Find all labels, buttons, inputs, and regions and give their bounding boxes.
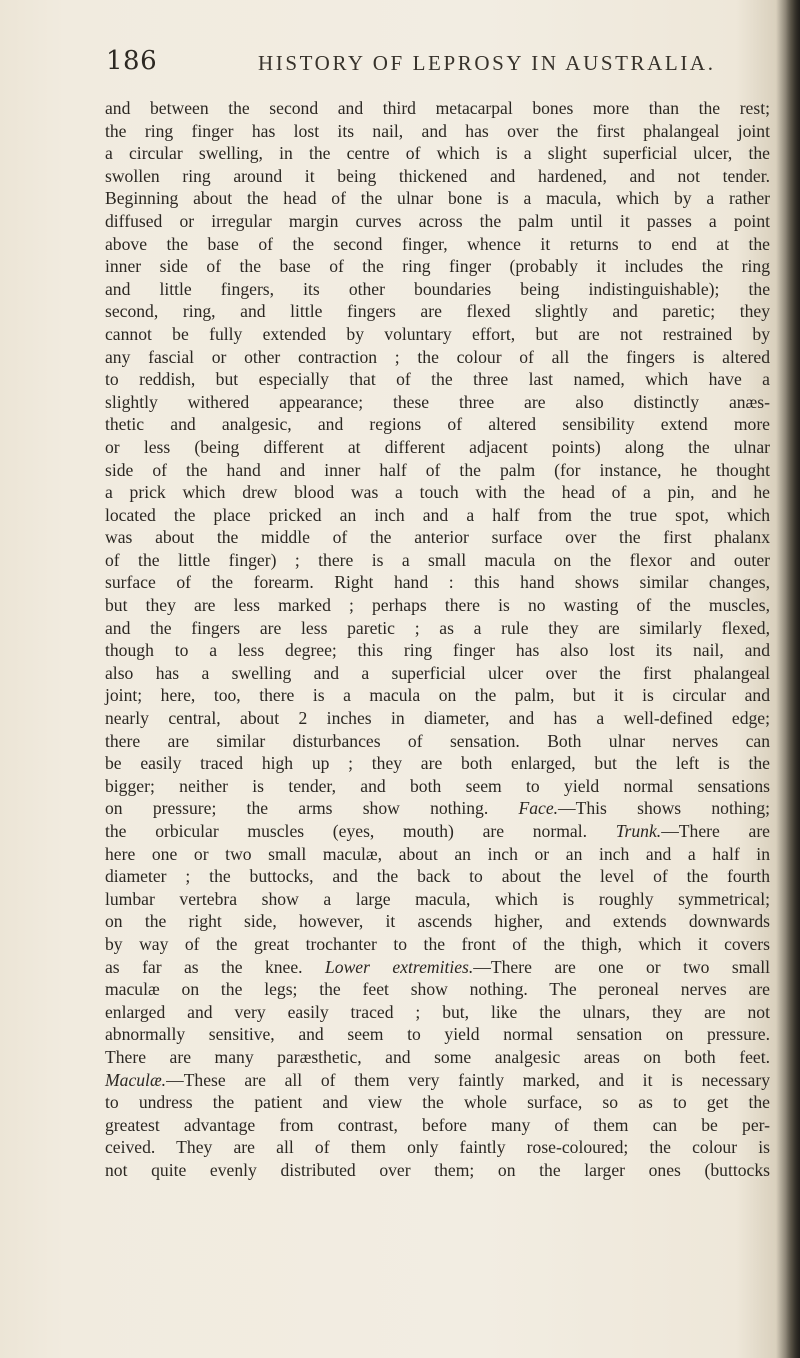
text-line: but they are less marked ; perhaps there is no wasting of the muscles, <box>105 595 770 616</box>
text-line: swollen ring around it being thickened and hardened, and not tender. <box>105 165 770 186</box>
text-line: ceived. They are all of them only faintly rose-coloured; the colour is <box>105 1137 770 1158</box>
text-line: and the fingers are less paretic ; as a rule they are similarly flexed, <box>105 617 770 638</box>
page-header <box>106 46 726 76</box>
text-line: enlarged and very easily traced ; but, like the ulnars, they are not <box>105 1001 770 1022</box>
text-line: and little fingers, its other boundaries being indistinguishable); the <box>105 278 770 299</box>
text-line: nearly central, about 2 inches in diameter, and has a well-defined edge; <box>105 708 770 729</box>
text-line: There are many paræsthetic, and some analgesic areas on both feet. <box>105 1046 770 1067</box>
text-line: bigger; neither is tender, and both seem to yield normal sensations <box>105 775 770 796</box>
text-line: not quite evenly distributed over them; on the larger ones (buttocks <box>105 1159 770 1180</box>
text-line: though to a less degree; this ring finger has also lost its nail, and <box>105 640 770 661</box>
text-line: on pressure; the arms show nothing. Face.—This shows nothing; <box>105 798 770 819</box>
page-edge-shadow <box>786 0 800 1358</box>
text-line: a prick which drew blood was a touch with the head of a pin, and he <box>105 482 770 503</box>
text-line: was about the middle of the anterior surface over the first phalanx <box>105 527 770 548</box>
text-line: a circular swelling, in the centre of which is a slight superficial ulcer, the <box>105 143 770 164</box>
text-line: of the little finger) ; there is a small macula on the flexor and outer <box>105 549 770 570</box>
text-line: by way of the great trochanter to the front of the thigh, which it covers <box>105 933 770 954</box>
running-head: HISTORY OF LEPROSY IN AUSTRALIA. <box>258 51 716 75</box>
text-line: and between the second and third metacarpal bones more than the rest; <box>105 98 770 118</box>
text-line: the ring finger has lost its nail, and has over the first phalangeal joint <box>105 120 770 141</box>
text-line: as far as the knee. Lower extremities.—There are one or two small <box>105 956 770 977</box>
text-line: there are similar disturbances of sensation. Both ulnar nerves can <box>105 730 770 751</box>
text-line: lumbar vertebra show a large macula, which is roughly symmetrical; <box>105 888 770 909</box>
text-line: any fascial or other contraction ; the colour of all the fingers is altered <box>105 346 770 367</box>
text-line: slightly withered appearance; these three are also distinctly anæs- <box>105 391 770 412</box>
text-line: be easily traced high up ; they are both enlarged, but the left is the <box>105 753 770 774</box>
body-text <box>105 97 770 1182</box>
text-line: diameter ; the buttocks, and the back to about the level of the fourth <box>105 866 770 887</box>
text-line: thetic and analgesic, and regions of altered sensibility extend more <box>105 414 770 435</box>
text-line: the orbicular muscles (eyes, mouth) are normal. Trunk.—There are <box>105 821 770 841</box>
text-line: also has a swelling and a superficial ulcer over the first phalangeal <box>105 662 770 683</box>
text-line: greatest advantage from contrast, before many of them can be per- <box>105 1114 770 1135</box>
text-line: second, ring, and little fingers are flexed slightly and paretic; they <box>105 301 770 322</box>
text-line: or less (being different at different adjacent points) along the ulnar <box>105 436 770 457</box>
text-line: cannot be fully extended by voluntary effort, but are not restrained by <box>105 323 770 344</box>
text-line: here one or two small maculæ, about an inch or an inch and a half in <box>105 843 770 864</box>
text-line: above the base of the second finger, whence it returns to end at the <box>105 233 770 254</box>
text-line: surface of the forearm. Right hand : this hand shows similar changes, <box>105 572 770 593</box>
text-line: to undress the patient and view the whole surface, so as to get the <box>105 1092 770 1113</box>
text-line: diffused or irregular margin curves across the palm until it passes a point <box>105 210 770 231</box>
text-line: to reddish, but especially that of the three last named, which have a <box>105 369 770 390</box>
text-line: on the right side, however, it ascends higher, and extends downwards <box>105 911 770 932</box>
text-line: abnormally sensitive, and seem to yield normal sensation on pressure. <box>105 1024 770 1045</box>
text-line: located the place pricked an inch and a half from the true spot, which <box>105 504 770 525</box>
text-line: maculæ on the legs; the feet show nothing. The peroneal nerves are <box>105 979 770 1000</box>
text-line: Maculæ.—These are all of them very faintly marked, and it is necessary <box>105 1069 770 1090</box>
text-line: Beginning about the head of the ulnar bone is a macula, which by a rather <box>105 188 770 209</box>
text-line: side of the hand and inner half of the palm (for instance, he thought <box>105 459 770 480</box>
text-line: joint; here, too, there is a macula on the palm, but it is circular and <box>105 685 770 706</box>
page-number: 186 <box>106 46 158 76</box>
text-line: inner side of the base of the ring finger (probably it includes the ring <box>105 256 770 277</box>
